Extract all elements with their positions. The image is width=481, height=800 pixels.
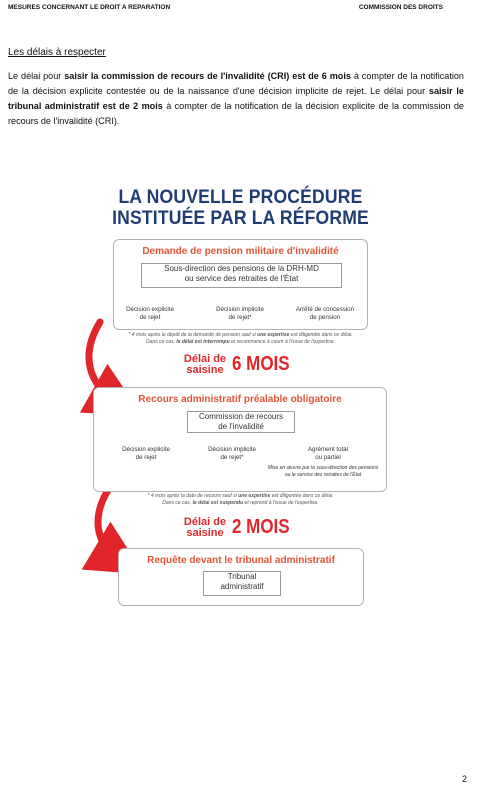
note-2: * 4 mois après la date de recours sauf si une expertise est diligentée dans ce délai. Dans ce cas, le délai est suspendu et reprend à l'issue de l'expertise. bbox=[147, 493, 334, 506]
header-right: COMMISSION DES DROITS bbox=[358, 4, 443, 11]
header-left: MESURES CONCERNANT LE DROIT A REPARATION bbox=[8, 4, 171, 11]
infographic-title-line2: INSTITUÉE PAR LA RÉFORME bbox=[112, 207, 369, 229]
box-tribunal-administratif bbox=[118, 548, 364, 606]
section-title: Les délais à respecter bbox=[8, 47, 106, 58]
box2-agrement-note: Mise en œuvre par la sous-direction des pensions ou le service des retraites de l'État bbox=[267, 465, 379, 478]
box1-inner: Sous-direction des pensions de la DRH-MD ou service des retraites de l'État bbox=[141, 263, 342, 288]
box3-title: Requête devant le tribunal administratif bbox=[147, 555, 335, 566]
box2-title: Recours administratif préalable obligatoire bbox=[138, 394, 342, 405]
box3-inner: Tribunal administratif bbox=[203, 571, 281, 596]
note-1: * 4 mois après le dépôt de la demande de pension sauf si une expertise est diligentée dans ce délai. Dans ce cas, le délai est interrompu et recommence à courir à l'issue de l'expertise. bbox=[128, 332, 353, 345]
box2-outcome-implicit: Décision implicite de rejet* bbox=[208, 446, 256, 461]
box1-title: Demande de pension militaire d'invalidité bbox=[142, 246, 339, 257]
box2-outcome-explicit: Décision explicite de rejet bbox=[122, 446, 170, 461]
procedure-infographic bbox=[0, 180, 481, 620]
box2-outcome-agrement: Agrément total ou partiel bbox=[307, 446, 349, 461]
box1-outcome-implicit: Décision implicite de rejet* bbox=[216, 306, 264, 321]
box2-inner: Commission de recours de l'invalidité bbox=[187, 411, 295, 433]
section-paragraph: Le délai pour saisir la commission de recours de l'invalidité (CRI) est de 6 mois à compter de la notification de la décision explicite contestée ou de la naissance d'une décision implicite de rejet. Le délai pour saisir le tribunal administratif est de 2 mois à compter de la notification de la décision explicite de la commission de recours de l'invalidité (CRI). bbox=[8, 71, 464, 126]
delai-saisine-6-mois: Délai de saisine 6 MOIS bbox=[183, 353, 290, 376]
box1-outcome-arrete: Arrêté de concession de pension bbox=[295, 306, 355, 321]
delai-saisine-2-mois: Délai de saisine 2 MOIS bbox=[183, 516, 290, 539]
infographic-title-line1: LA NOUVELLE PROCÉDURE bbox=[118, 186, 363, 208]
page-number: 2 bbox=[461, 774, 467, 784]
box1-outcome-explicit: Décision explicite de rejet bbox=[126, 306, 174, 321]
